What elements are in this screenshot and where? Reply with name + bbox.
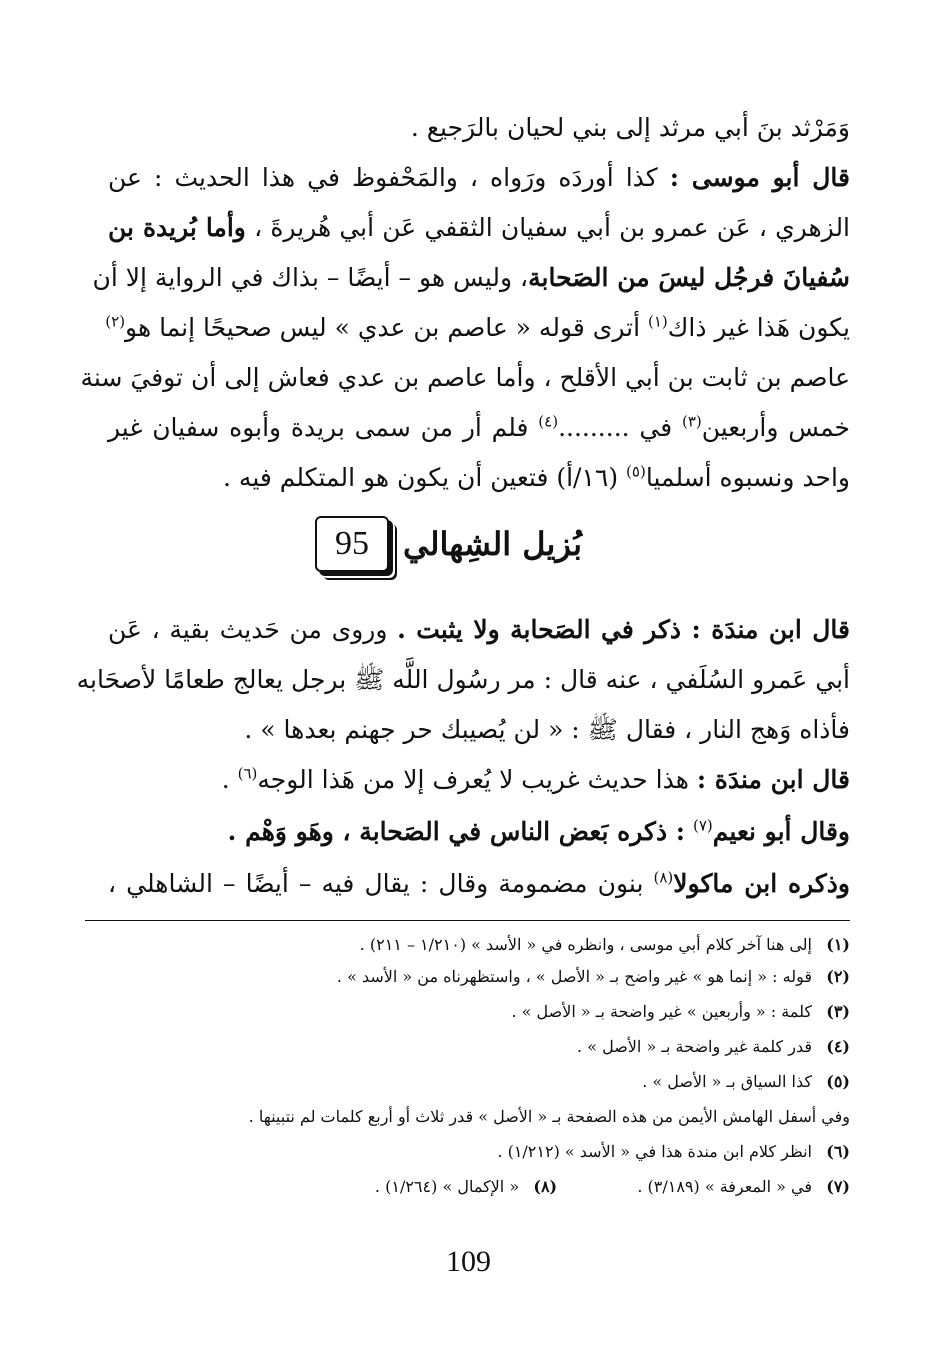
- body-line: قال أبو موسى : كذا أوردَه ورَواه ، والمَحْفوظ في هذا الحديث : عن: [108, 163, 850, 192]
- body-line: قال ابن مندَة : ذكر في الصَحابة ولا يثبت . وروى من حَديث بقية ، عَن: [108, 615, 850, 644]
- footnote: وفي أسفل الهامش الأيمن من هذه الصفحة بـ « الأصل » قدر ثلاث أو أربع كلمات لم نتبينها .: [248, 1107, 850, 1126]
- entry-title: بُزيل الشِهالي: [403, 524, 582, 563]
- body-line: وَمَرْثد بنَ أبي مرثد إلى بني لحيان بالرَجيع .: [410, 113, 850, 142]
- footnote-ref[interactable]: (١): [647, 312, 668, 331]
- footnote: (٦)انظر كلام ابن مندة هذا في « الأسد » (١/٢١٢) .: [497, 1142, 850, 1161]
- body-line: خمس وأربعين$^{(٣)}$ في .........$^{(٤)}$ فلم أر من سمى بريدة وأبوه سفيان غير: [108, 412, 850, 442]
- footnote: (٣)كلمة : « وأربعين » غير واضحة بـ « الأصل » .: [511, 1002, 850, 1021]
- footnote-ref[interactable]: (٨): [653, 868, 674, 887]
- footnote: (١)إلى هنا آخر كلام أبي موسى ، وانظره في « الأسد » (١/٢١٠ – ٢١١) .: [359, 935, 850, 954]
- body-line: سُفيانَ فرجُل ليسَ من الصَحابة، وليس هو – أيضًا – بذاك في الرواية إلا أن: [92, 263, 850, 292]
- footnote-ref[interactable]: (٢): [105, 312, 126, 331]
- body-line: وقال أبو نعيم$^{(٧)}$ : ذكره بَعض الناس في الصَحابة ، وهَو وَهْم .: [227, 816, 850, 846]
- footnote-ref[interactable]: (٦): [237, 764, 258, 783]
- page-number: 109: [446, 1245, 491, 1278]
- footnote-separator: [85, 920, 850, 921]
- body-line: يكون هَذا غير ذاك$^{(١)}$ أترى قوله « عاصم بن عدي » ليس صحيحًا إنما هو$^{(٢)}$: [105, 312, 850, 342]
- footnote-ref[interactable]: (٧): [692, 816, 713, 835]
- footnote: (٧)في « المعرفة » (٣/١٨٩) . (٨)« الإكمال » (١/٢٦٤) .: [374, 1177, 850, 1196]
- body-line: فأذاه وَهج النار ، فقال ﷺ : « لن يُصيبك حر جهنم بعدها » .: [244, 715, 850, 744]
- entry-heading: [0, 506, 937, 581]
- body-line: أبي عَمرو السُلَفي ، عنه قال : مر رسُول اللَّه ﷺ برجل يعالج طعامًا لأصحَابه: [76, 665, 850, 694]
- body-line: عاصم بن ثابت بن أبي الأقلح ، وأما عاصم بن عدي فعاش إلى أن توفيَ سنة: [80, 363, 850, 392]
- footnote-ref[interactable]: (٤): [538, 412, 559, 431]
- body-line: وذكره ابن ماكولا$^{(٨)}$ بنون مضمومة وقال : يقال فيه – أيضًا – الشاهلي ،: [108, 868, 850, 898]
- entry-number-badge: 95: [315, 516, 389, 572]
- body-line: واحد ونسبوه أسلميا$^{(٥)}$ (١٦/أ) فتعين أن يكون هو المتكلم فيه .: [223, 462, 850, 492]
- body-line: الزهري ، عَن عمرو بن أبي سفيان الثقفي عَن أبي هُريرةَ ، وأما بُريدة بن: [108, 213, 851, 242]
- body-line: قال ابن مندَة : هذا حديث غريب لا يُعرف إلا من هَذا الوجه$^{(٦)}$ .: [221, 764, 850, 794]
- footnote-ref[interactable]: (٣): [681, 412, 702, 431]
- footnote: (٢)قوله : « إنما هو » غير واضح بـ « الأصل » ، واستظهرناه من « الأسد » .: [336, 967, 850, 986]
- footnote: (٥)كذا السياق بـ « الأصل » .: [642, 1072, 850, 1091]
- footnote-ref[interactable]: (٥): [626, 462, 646, 481]
- bold-speaker: قال أبو موسى :: [669, 163, 850, 192]
- footnote: (٤)قدر كلمة غير واضحة بـ « الأصل » .: [577, 1037, 850, 1056]
